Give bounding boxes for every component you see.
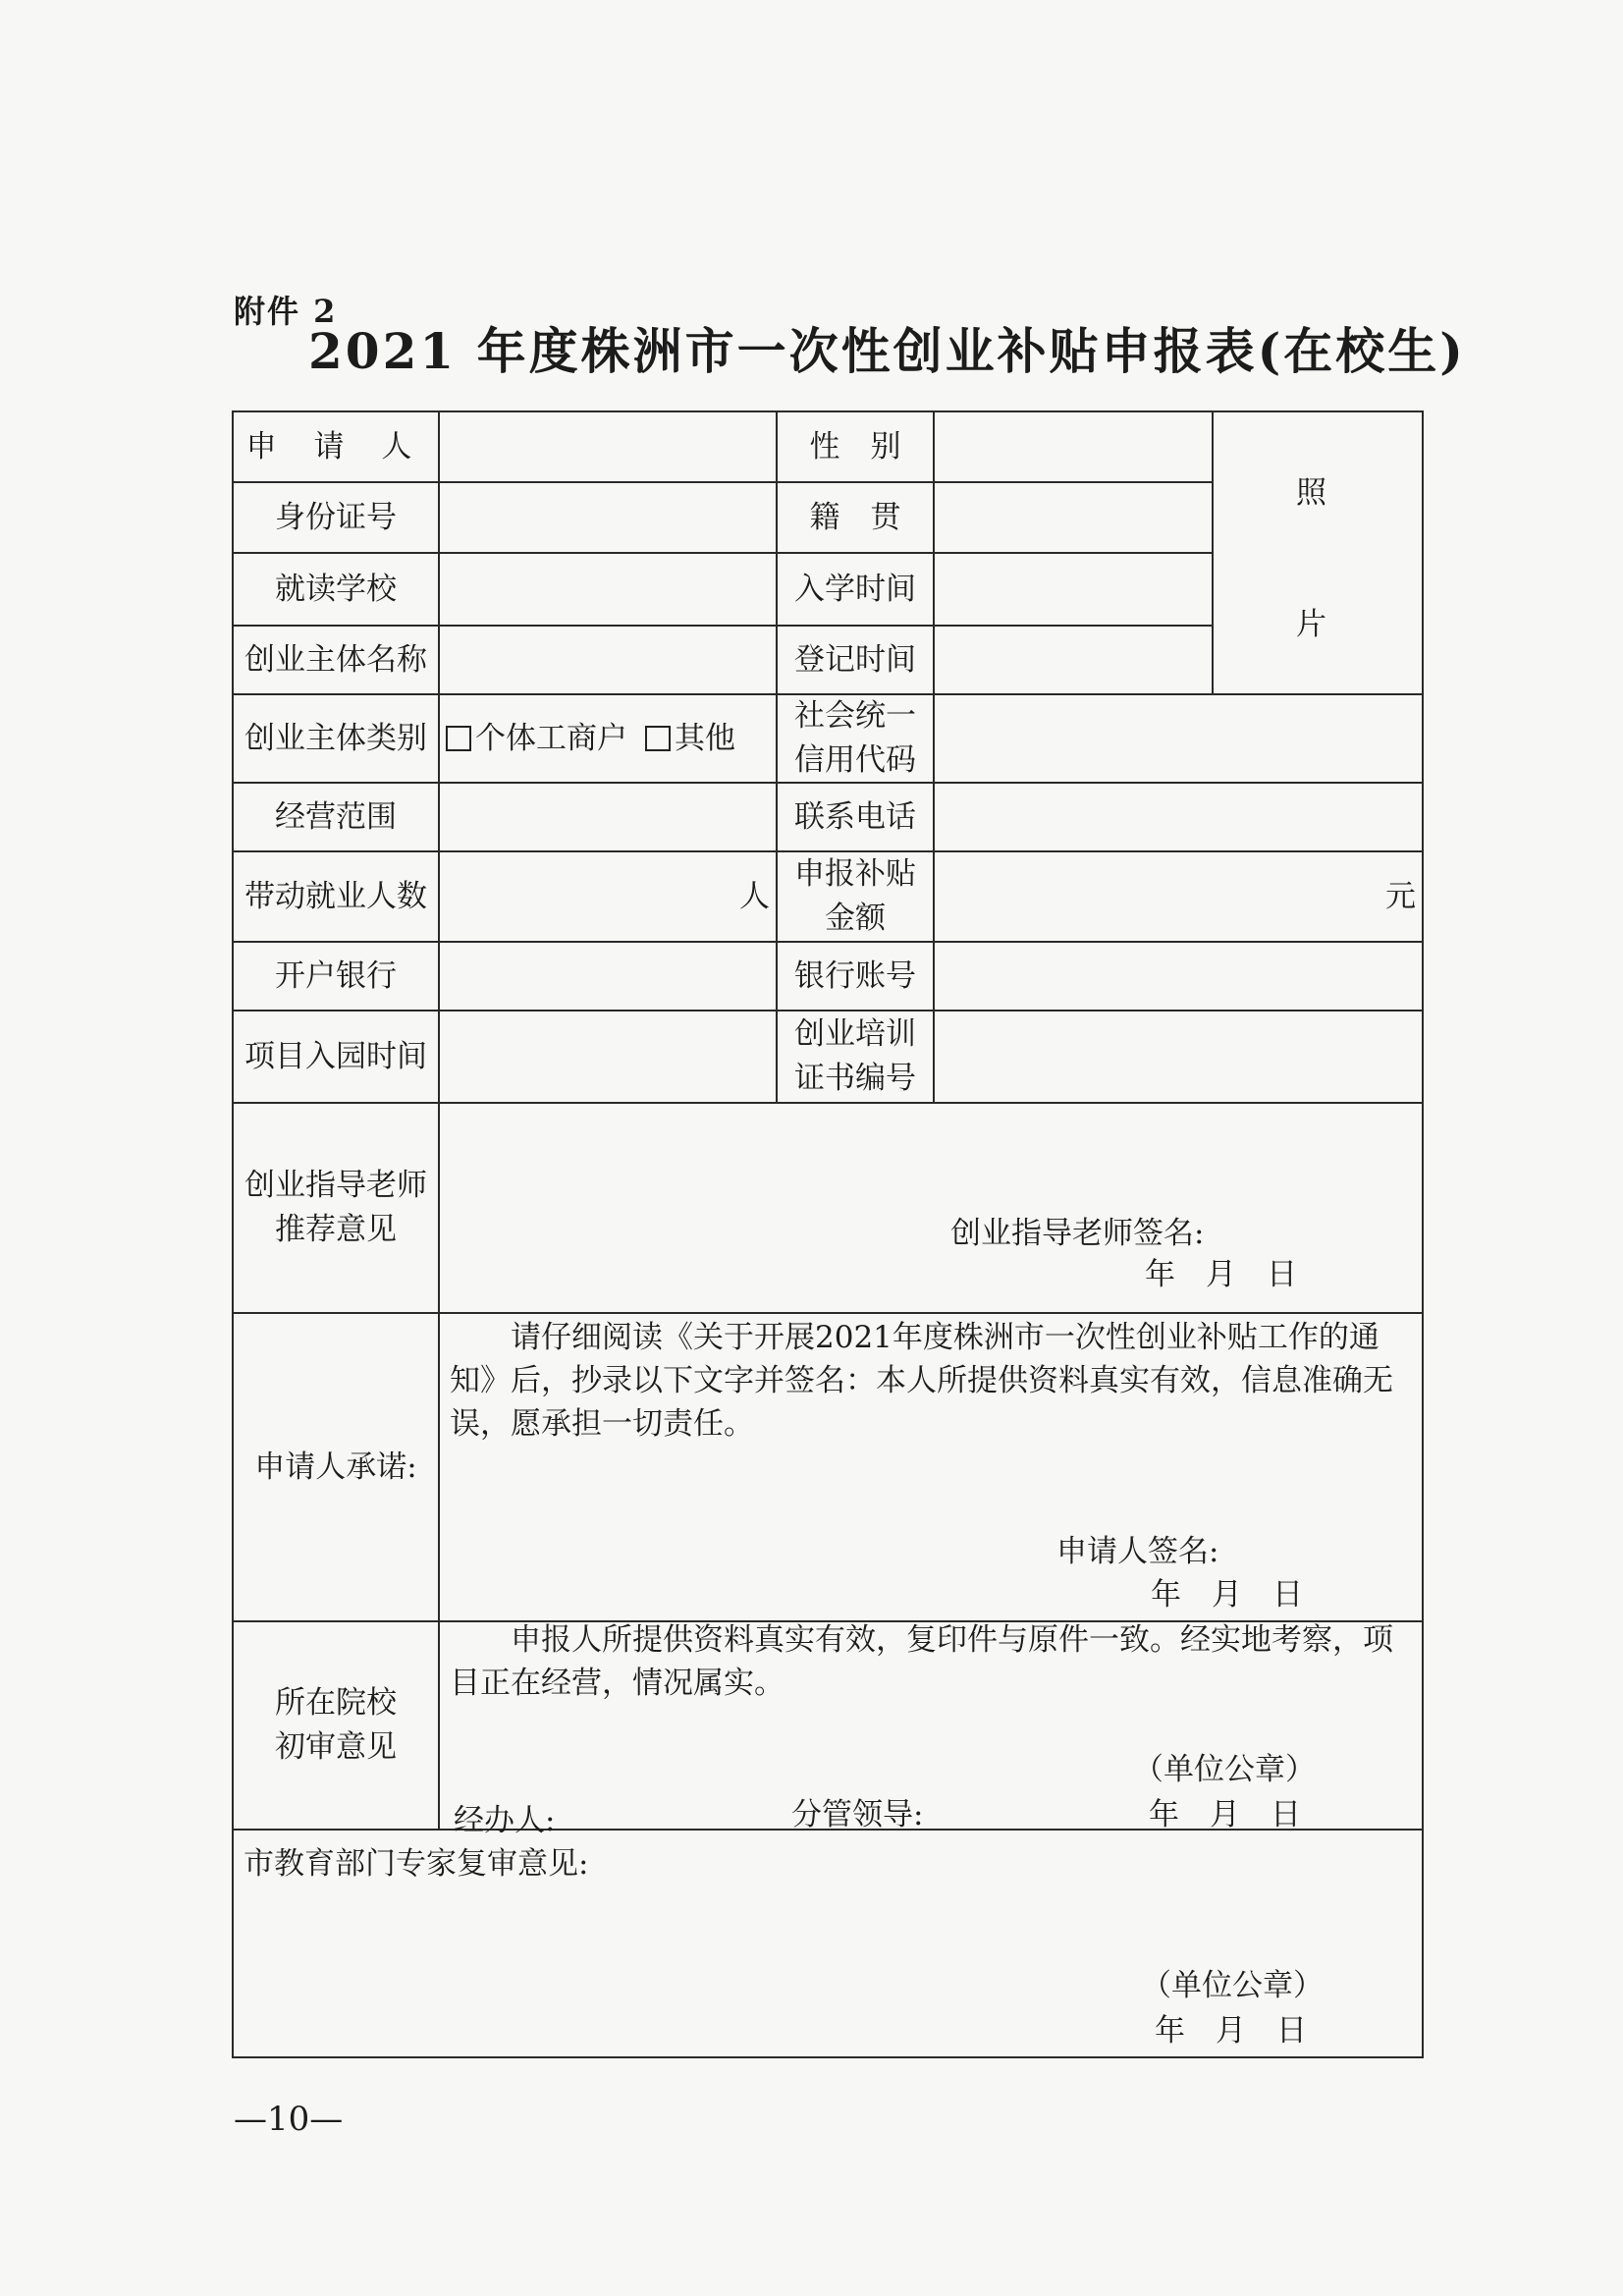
business-scope-field[interactable]	[440, 784, 776, 850]
commitment-text: 请仔细阅读《关于开展2021年度株洲市一次性创业补贴工作的通知》后，抄录以下文字并签名：本人所提供资料真实有效，信息准确无误，愿承担一切责任。	[450, 1320, 1393, 1442]
other-checkbox[interactable]	[645, 726, 671, 751]
employment-count-field[interactable]	[440, 852, 776, 941]
register-time-field[interactable]	[935, 627, 1212, 693]
park-entry-time-field[interactable]	[440, 1011, 776, 1102]
city-seal: （单位公章）	[1141, 1968, 1324, 2003]
credit-code-label	[778, 695, 933, 782]
mentor-opinion-label	[234, 1104, 438, 1312]
school-review-label-line2: 初审意见	[275, 1729, 397, 1765]
commitment-date: 年 月 日	[1151, 1577, 1303, 1613]
attachment-label: 附件 2	[234, 293, 338, 330]
subsidy-amount-field[interactable]	[935, 852, 1422, 941]
mentor-date: 年 月 日	[1145, 1257, 1297, 1292]
other-option: 其他	[675, 720, 735, 756]
phone-label: 联系电话	[794, 798, 916, 835]
credit-code-label-line2: 信用代码	[794, 742, 916, 778]
native-place-label: 籍 贯	[809, 499, 901, 535]
id-number-label: 身份证号	[275, 499, 397, 535]
school-label: 就读学校	[275, 571, 397, 607]
employment-unit: 人	[739, 878, 770, 914]
training-cert-field[interactable]	[935, 1011, 1422, 1102]
gender-field[interactable]	[935, 412, 1212, 481]
applicant-commitment-label: 申请人承诺:	[254, 1449, 417, 1485]
credit-code-field[interactable]	[935, 695, 1422, 782]
individual-business-checkbox[interactable]	[446, 726, 471, 751]
business-scope-label: 经营范围	[275, 798, 397, 835]
subsidy-label-line2: 金额	[825, 901, 886, 936]
form-title: 2021 年度株洲市一次性创业补贴申报表(在校生)	[308, 322, 1466, 380]
applicant-signature-label: 申请人签名:	[1056, 1534, 1219, 1569]
training-cert-label	[778, 1011, 933, 1102]
school-review-text: 申报人所提供资料真实有效，复印件与原件一致。经实地考察，项目正在经营，情况属实。	[450, 1622, 1393, 1701]
entity-type-label: 创业主体类别	[244, 720, 427, 756]
applicant-field[interactable]	[440, 412, 776, 481]
enroll-time-label: 入学时间	[794, 571, 916, 607]
subsidy-unit: 元	[1385, 878, 1416, 914]
photo-label-2: 片	[1296, 607, 1326, 642]
applicant-label: 申 请 人	[245, 428, 426, 465]
entity-name-label: 创业主体名称	[244, 641, 427, 678]
city-review-date: 年 月 日	[1155, 2013, 1307, 2049]
training-label-line1: 创业培训	[794, 1016, 916, 1053]
individual-business-option: 个体工商户	[475, 720, 627, 756]
mentor-signature-label: 创业指导老师签名:	[950, 1216, 1205, 1251]
subsidy-amount-label	[778, 852, 933, 941]
bank-label: 开户银行	[275, 957, 397, 994]
mentor-label-line1: 创业指导老师	[244, 1168, 427, 1204]
subsidy-label-line1: 申报补贴	[794, 856, 916, 893]
school-review-label-line1: 所在院校	[275, 1685, 397, 1722]
school-seal: （单位公章）	[1133, 1752, 1316, 1787]
bank-account-label: 银行账号	[794, 957, 916, 994]
bank-account-field[interactable]	[935, 943, 1422, 1010]
school-review-date: 年 月 日	[1149, 1797, 1301, 1832]
city-review-label: 市教育部门专家复审意见:	[243, 1846, 589, 1882]
leader-label: 分管领导:	[791, 1797, 924, 1832]
phone-field[interactable]	[935, 784, 1422, 850]
handler-label: 经办人:	[454, 1803, 556, 1838]
mentor-label-line2: 推荐意见	[275, 1212, 397, 1247]
entity-name-field[interactable]	[440, 627, 776, 693]
page-number: —10—	[234, 2100, 344, 2139]
photo-label-1: 照	[1296, 475, 1326, 511]
native-place-field[interactable]	[935, 483, 1212, 552]
park-entry-time-label: 项目入园时间	[244, 1038, 427, 1074]
school-field[interactable]	[440, 554, 776, 625]
register-time-label: 登记时间	[794, 641, 916, 678]
gender-label: 性 别	[809, 428, 901, 465]
employment-count-label: 带动就业人数	[244, 878, 427, 914]
credit-code-label-line1: 社会统一	[794, 698, 916, 735]
training-label-line2: 证书编号	[794, 1061, 916, 1096]
entity-type-options	[440, 695, 776, 782]
bank-field[interactable]	[440, 943, 776, 1010]
school-review-label	[234, 1622, 438, 1829]
enroll-time-field[interactable]	[935, 554, 1212, 625]
id-number-field[interactable]	[440, 483, 776, 552]
